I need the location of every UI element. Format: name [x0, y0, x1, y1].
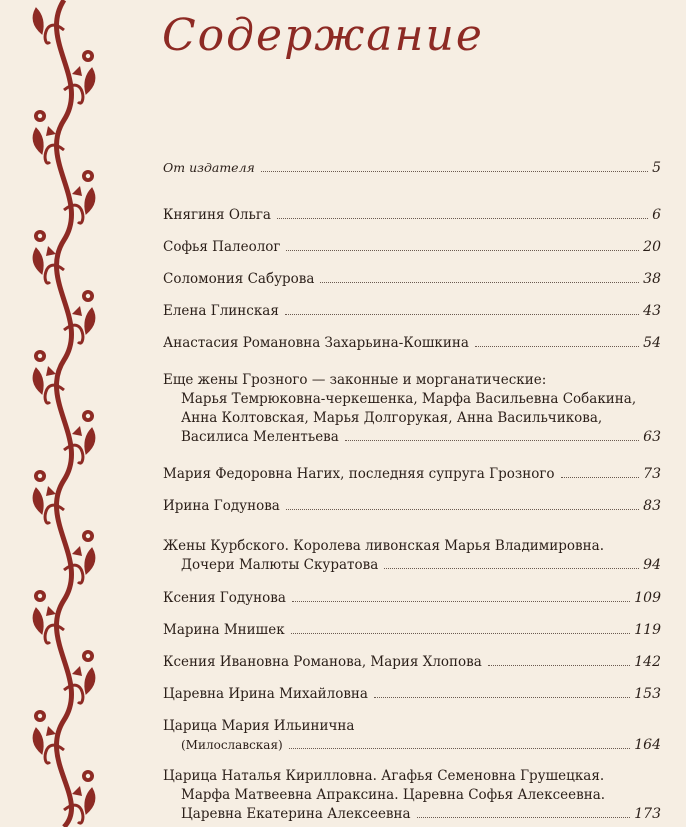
toc-entry-title: От издателя: [163, 160, 255, 175]
toc-entry-title: Жены Курбского. Королева ливонская Марья Владимировна.: [163, 538, 604, 554]
toc-entry-line: [163, 685, 661, 704]
toc-entry[interactable]: [163, 371, 661, 447]
toc-entry[interactable]: [163, 767, 661, 824]
toc-page-number: 20: [643, 239, 661, 255]
toc-entry-title: Ксения Ивановна Романова, Мария Хлопова: [163, 654, 482, 670]
toc-page-number: 164: [634, 737, 661, 753]
toc-entry-title: Соломония Сабурова: [163, 271, 315, 287]
dot-leader: [292, 601, 630, 602]
toc-entry-title: Ксения Годунова: [163, 590, 286, 606]
dot-leader: [320, 282, 639, 283]
dot-leader: [417, 817, 631, 818]
toc-page-number: 153: [634, 686, 661, 702]
toc-entry-line: [163, 497, 661, 516]
toc-page-number: 94: [643, 557, 661, 573]
toc-entry-title: Анастасия Романовна Захарьина-Кошкина: [163, 335, 469, 351]
toc-entry-title: Княгиня Ольга: [163, 207, 271, 223]
toc-entry[interactable]: [163, 717, 661, 755]
toc-entry-line: [163, 371, 661, 390]
dot-leader: [289, 748, 631, 749]
toc-entry-line: [163, 767, 661, 786]
dot-leader: [374, 697, 630, 698]
toc-entry[interactable]: [163, 302, 661, 321]
toc-entry-line: [163, 238, 661, 257]
toc-entry-title: Марина Мнишек: [163, 622, 285, 638]
toc-entry[interactable]: [163, 621, 661, 640]
toc-entry-title: Мария Федоровна Нагих, последняя супруга Грозного: [163, 466, 555, 482]
dot-leader: [488, 665, 630, 666]
toc-entry-title: Анна Колтовская, Марья Долгорукая, Анна Васильчикова,: [181, 410, 603, 426]
toc-entry[interactable]: [163, 497, 661, 516]
toc-page-number: 5: [652, 160, 661, 176]
toc-entry-title: Царица Мария Ильинична: [163, 718, 355, 734]
dot-leader: [261, 171, 648, 172]
toc-entry-title: Царица Наталья Кирилловна. Агафья Семеновна Грушецкая.: [163, 768, 605, 784]
toc-entry-line: [163, 736, 661, 755]
dot-leader: [291, 633, 631, 634]
dot-leader: [345, 440, 639, 441]
toc-entry-title: Дочери Малюты Скуратова: [181, 557, 379, 573]
toc-entry[interactable]: [163, 589, 661, 608]
toc-page-number: 119: [634, 622, 661, 638]
toc-page-number: 54: [643, 335, 661, 351]
toc-entry-line: [163, 556, 661, 575]
toc-entry-line: [163, 653, 661, 672]
toc-entry-line: [163, 409, 661, 428]
dot-leader: [286, 250, 639, 251]
toc-entry-line: [163, 621, 661, 640]
toc-entry[interactable]: [163, 465, 661, 484]
toc-entry-line: [163, 334, 661, 353]
dot-leader: [384, 568, 639, 569]
toc-entry-line: [163, 428, 661, 447]
toc-entry-line: [163, 537, 661, 556]
page-title: Содержание: [162, 10, 484, 61]
toc-page-number: 6: [652, 207, 661, 223]
toc-entry-preface[interactable]: [163, 158, 661, 178]
toc-entry-line: [163, 465, 661, 484]
toc-entry-line: [163, 589, 661, 608]
toc-entry[interactable]: [163, 685, 661, 704]
toc-entry[interactable]: [163, 238, 661, 257]
dot-leader: [286, 509, 639, 510]
toc-page-number: 38: [643, 271, 661, 287]
dot-leader: [561, 477, 640, 478]
toc-page-number: 43: [643, 303, 661, 319]
toc-entry-title: Софья Палеолог: [163, 239, 281, 255]
toc-entry-title: Еще жены Грозного — законные и морганатические:: [163, 372, 547, 388]
toc-page-number: 142: [634, 654, 661, 670]
dot-leader: [285, 314, 639, 315]
toc-entry-line: [163, 805, 661, 824]
toc-entry-line: [163, 206, 661, 225]
toc-entry-line: [163, 158, 661, 178]
toc-page-number: 109: [634, 590, 661, 606]
toc-entry-line: [163, 786, 661, 805]
toc-entry-title: Ирина Годунова: [163, 498, 280, 514]
toc-page-number: 83: [643, 498, 661, 514]
toc-entry[interactable]: [163, 206, 661, 225]
dot-leader: [277, 218, 648, 219]
toc-entry[interactable]: [163, 653, 661, 672]
toc-entry-title: Василиса Мелентьева: [181, 429, 339, 445]
toc-entry-title: Елена Глинская: [163, 303, 279, 319]
toc-entry-title: Марья Темрюковна-черкешенка, Марфа Васильевна Собакина,: [181, 391, 637, 407]
dot-leader: [475, 346, 639, 347]
toc-entry-title: Царевна Екатерина Алексеевна: [181, 806, 411, 822]
toc-entry-line: [163, 717, 661, 736]
toc-entry-line: [163, 302, 661, 321]
toc-entry[interactable]: [163, 270, 661, 289]
toc-entry-line: [163, 270, 661, 289]
toc-entry[interactable]: [163, 334, 661, 353]
toc-entry-line: [163, 390, 661, 409]
ornamental-border: [18, 0, 110, 827]
toc-page-number: 173: [634, 806, 661, 822]
toc-entry-title: Марфа Матвеевна Апраксина. Царевна Софья Алексеевна.: [181, 787, 606, 803]
toc-page-number: 73: [643, 466, 661, 482]
toc-page-number: 63: [643, 429, 661, 445]
toc-entry[interactable]: [163, 537, 661, 575]
toc-entry-title: (Милославская): [181, 738, 283, 752]
toc-entry-title: Царевна Ирина Михайловна: [163, 686, 368, 702]
